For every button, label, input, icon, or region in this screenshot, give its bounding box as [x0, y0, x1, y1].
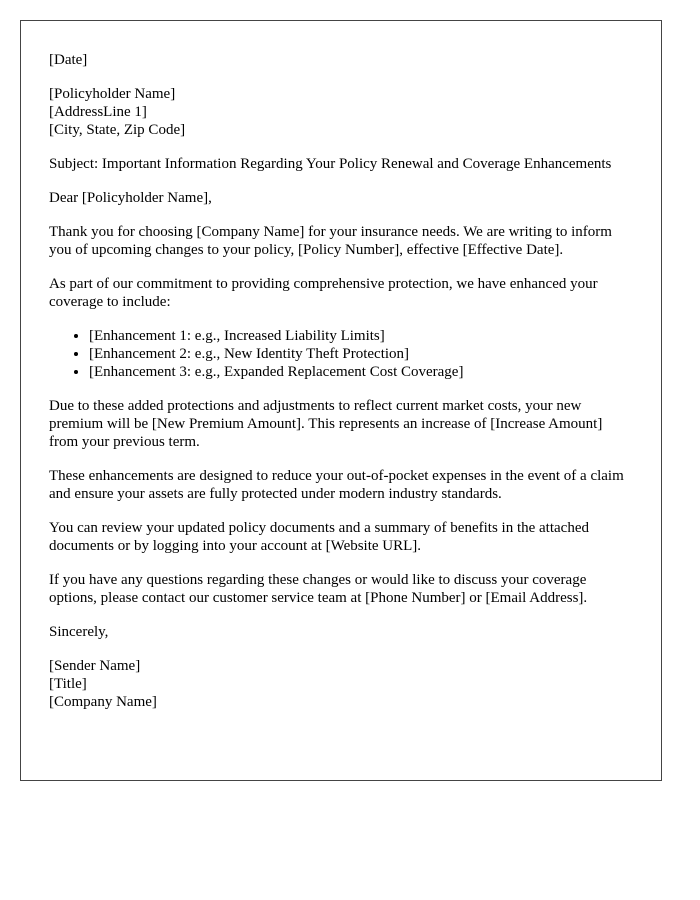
enhancement-item: • [Enhancement 3: e.g., Expanded Replacement Cost Coverage]: [89, 363, 633, 381]
letter-subject: Subject: Important Information Regarding Your Policy Renewal and Coverage Enhancements: [49, 156, 612, 172]
letter-closing: Sincerely,: [49, 624, 109, 640]
sender-company: [Company Name]: [49, 694, 157, 710]
recipient-name: [Policyholder Name]: [49, 86, 176, 102]
recipient-address-line: [AddressLine 1]: [49, 104, 147, 120]
enhancements-list: [49, 327, 633, 381]
enhancement-item: • [Enhancement 2: e.g., New Identity Theft Protection]: [89, 345, 633, 363]
paragraph-benefits: These enhancements are designed to reduce your out-of-pocket expenses in the event of a claim and ensure your assets are fully protected under modern industry standards.: [49, 468, 624, 502]
recipient-city-state-zip: [City, State, Zip Code]: [49, 122, 186, 138]
paragraph-review: You can review your updated policy documents and a summary of benefits in the attached documents or by logging into your account at [Website URL].: [49, 520, 589, 554]
letter-salutation: Dear [Policyholder Name],: [49, 190, 212, 206]
paragraph-intro: Thank you for choosing [Company Name] for your insurance needs. We are writing to inform you of upcoming changes to your policy, [Policy Number], effective [Effective Date].: [49, 224, 612, 258]
paragraph-commitment: As part of our commitment to providing comprehensive protection, we have enhanced your coverage to include:: [49, 276, 598, 310]
letter-document: [20, 20, 662, 781]
paragraph-premium: Due to these added protections and adjustments to reflect current market costs, your new premium will be [New Premium Amount]. This represents an increase of [Increase Amount] from your previous term.: [49, 398, 603, 450]
sender-title: [Title]: [49, 676, 87, 692]
enhancement-item: • [Enhancement 1: e.g., Increased Liability Limits]: [89, 327, 633, 345]
letter-date: [Date]: [49, 52, 88, 68]
recipient-address-block: [49, 85, 633, 139]
paragraph-contact: If you have any questions regarding these changes or would like to discuss your coverage options, please contact our customer service team at [Phone Number] or [Email Address].: [49, 572, 588, 606]
sender-signature-block: [49, 657, 633, 711]
sender-name: [Sender Name]: [49, 658, 141, 674]
